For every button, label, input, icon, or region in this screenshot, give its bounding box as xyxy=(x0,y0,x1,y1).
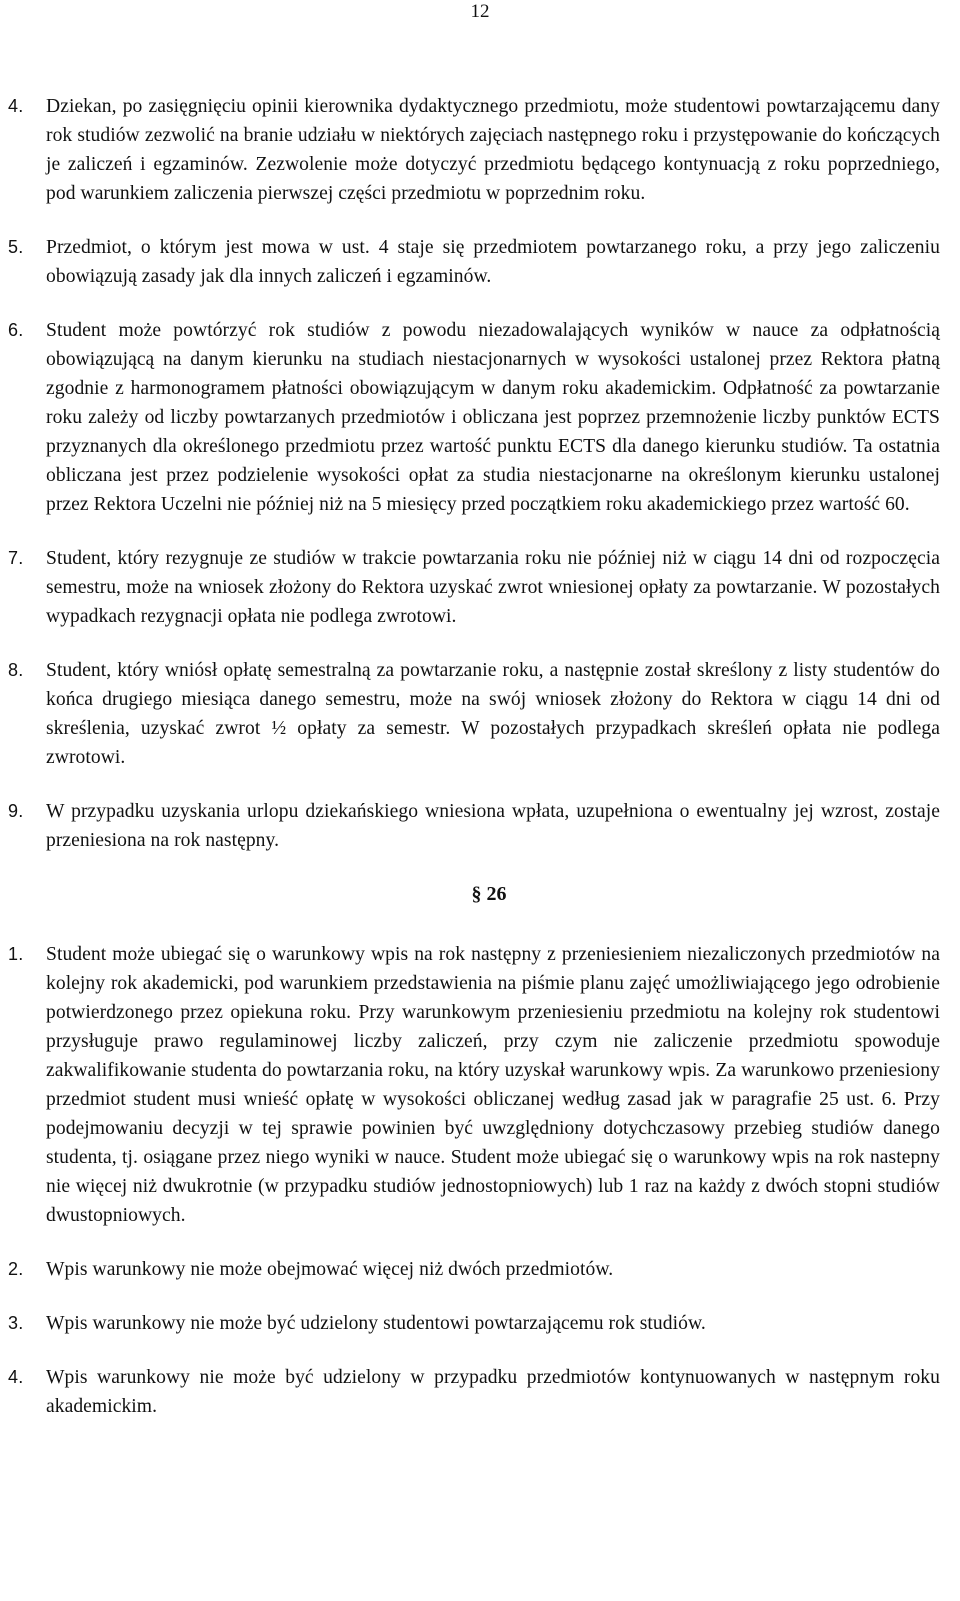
paragraph-4 xyxy=(8,92,940,208)
item-text: Przedmiot, o którym jest mowa w ust. 4 staje się przedmiotem powtarzanego roku, a przy jego zaliczeniu obowiązują zasady jak dla innych zaliczeń i egzaminów. xyxy=(46,237,940,287)
item-number: 2. xyxy=(8,1259,24,1279)
section-26-paragraph-4 xyxy=(8,1363,940,1421)
item-number: 4. xyxy=(8,1367,24,1387)
document-body xyxy=(8,92,940,1446)
item-number: 6. xyxy=(8,320,24,340)
section-26-paragraph-3 xyxy=(8,1309,940,1338)
item-text: Student, który wniósł opłatę semestralną za powtarzanie roku, a następnie został skreślony z listy studentów do końca drugiego miesiąca danego semestru, może na swój wniosek złożony do Rektora w ciągu 14 dni od skreślenia, uzyskać zwrot ½ opłaty za semestr. W pozostałych przypadkach skreśleń opłata nie podlega zwrotowi. xyxy=(46,660,940,768)
paragraph-7 xyxy=(8,544,940,631)
item-number: 4. xyxy=(8,96,24,116)
item-text: Student może ubiegać się o warunkowy wpis na rok następny z przeniesieniem niezaliczonych przedmiotów na kolejny rok akademicki, pod warunkiem przedstawienia na piśmie planu zajęć umożliwiającego jego odrobienie potwierdzonego przez opiekuna roku. Przy warunkowym przeniesieniu przedmiotu na kolejny rok studentowi przysługuje prawo regulaminowej liczby zaliczeń, przy czym nie zaliczenie przedmiotu spowoduje zakwalifikowanie studenta do powtarzania roku, na który uzyskał warunkowy wpis. Za warunkowo przeniesiony przedmiot student musi wnieść opłatę w wysokości obliczanej według zasad jak w paragrafie 25 ust. 6. Przy podejmowaniu decyzji w tej sprawie powinien być uwzględniony dotychczasowy przebieg studiów danego studenta, tj. osiągane przez niego wyniki w nauce. Student może ubiegać się o warunkowy wpis na rok nastepny nie więcej niż dwukrotnie (w przypadku studiów jednostopniowych) lub 1 raz na każdy z dwóch stopni studiów dwustopniowych. xyxy=(46,944,940,1226)
item-text: Wpis warunkowy nie może obejmować więcej niż dwóch przedmiotów. xyxy=(46,1259,614,1280)
paragraph-8 xyxy=(8,656,940,772)
section-26-paragraph-1 xyxy=(8,940,940,1230)
page-number: 12 xyxy=(470,1,490,22)
section-header: § 26 xyxy=(471,883,507,905)
item-text: Dziekan, po zasięgnięciu opinii kierownika dydaktycznego przedmiotu, może studentowi powtarzającemu dany rok studiów zezwolić na branie udziału w niektórych zajęciach następnego roku i przystępowanie do kończących je zaliczeń i egzaminów. Zezwolenie może dotyczyć przedmiotu będącego kontynuacją z roku poprzedniego, pod warunkiem zaliczenia pierwszej części przedmiotu w poprzednim roku. xyxy=(46,96,940,204)
item-number: 7. xyxy=(8,548,24,568)
item-text: Student, który rezygnuje ze studiów w trakcie powtarzania roku nie później niż w ciągu 14 dni od rozpoczęcia semestru, może na wniosek złożony do Rektora uzyskać zwrot wniesionej opłaty za powtarzanie. W pozostałych wypadkach rezygnacji opłata nie podlega zwrotowi. xyxy=(46,548,940,627)
item-text: Wpis warunkowy nie może być udzielony w przypadku przedmiotów kontynuowanych w następnym roku akademickim. xyxy=(46,1367,940,1417)
item-text: Wpis warunkowy nie może być udzielony studentowi powtarzającemu rok studiów. xyxy=(46,1313,706,1334)
paragraph-6 xyxy=(8,316,940,519)
item-number: 9. xyxy=(8,801,24,821)
item-number: 1. xyxy=(8,944,24,964)
item-text: Student może powtórzyć rok studiów z powodu niezadowalających wyników w nauce za odpłatnością obowiązującą na danym kierunku na studiach niestacjonarnych w wysokości ustalonej przez Rektora płatną zgodnie z harmonogramem płatności obowiązującym w danym roku akademickim. Odpłatność za powtarzanie roku zależy od liczby powtarzanych przedmiotów i obliczana jest poprzez przemnożenie liczby punktów ECTS przyznanych dla określonego przedmiotu przez wartość punktu ECTS dla danego kierunku studiów. Ta ostatnia obliczana jest przez podzielenie wysokości opłat za studia niestacjonarne na określonym kierunku ustalonej przez Rektora Uczelni nie później niż na 5 miesięcy przed początkiem roku akademickiego przez wartość 60. xyxy=(46,320,940,515)
paragraph-9 xyxy=(8,797,940,855)
item-number: 3. xyxy=(8,1313,24,1333)
section-26-paragraph-2 xyxy=(8,1255,940,1284)
item-number: 8. xyxy=(8,660,24,680)
item-number: 5. xyxy=(8,237,24,257)
item-text: W przypadku uzyskania urlopu dziekańskiego wniesiona wpłata, uzupełniona o ewentualny jej wzrost, zostaje przeniesiona na rok następny. xyxy=(46,801,940,851)
paragraph-5 xyxy=(8,233,940,291)
